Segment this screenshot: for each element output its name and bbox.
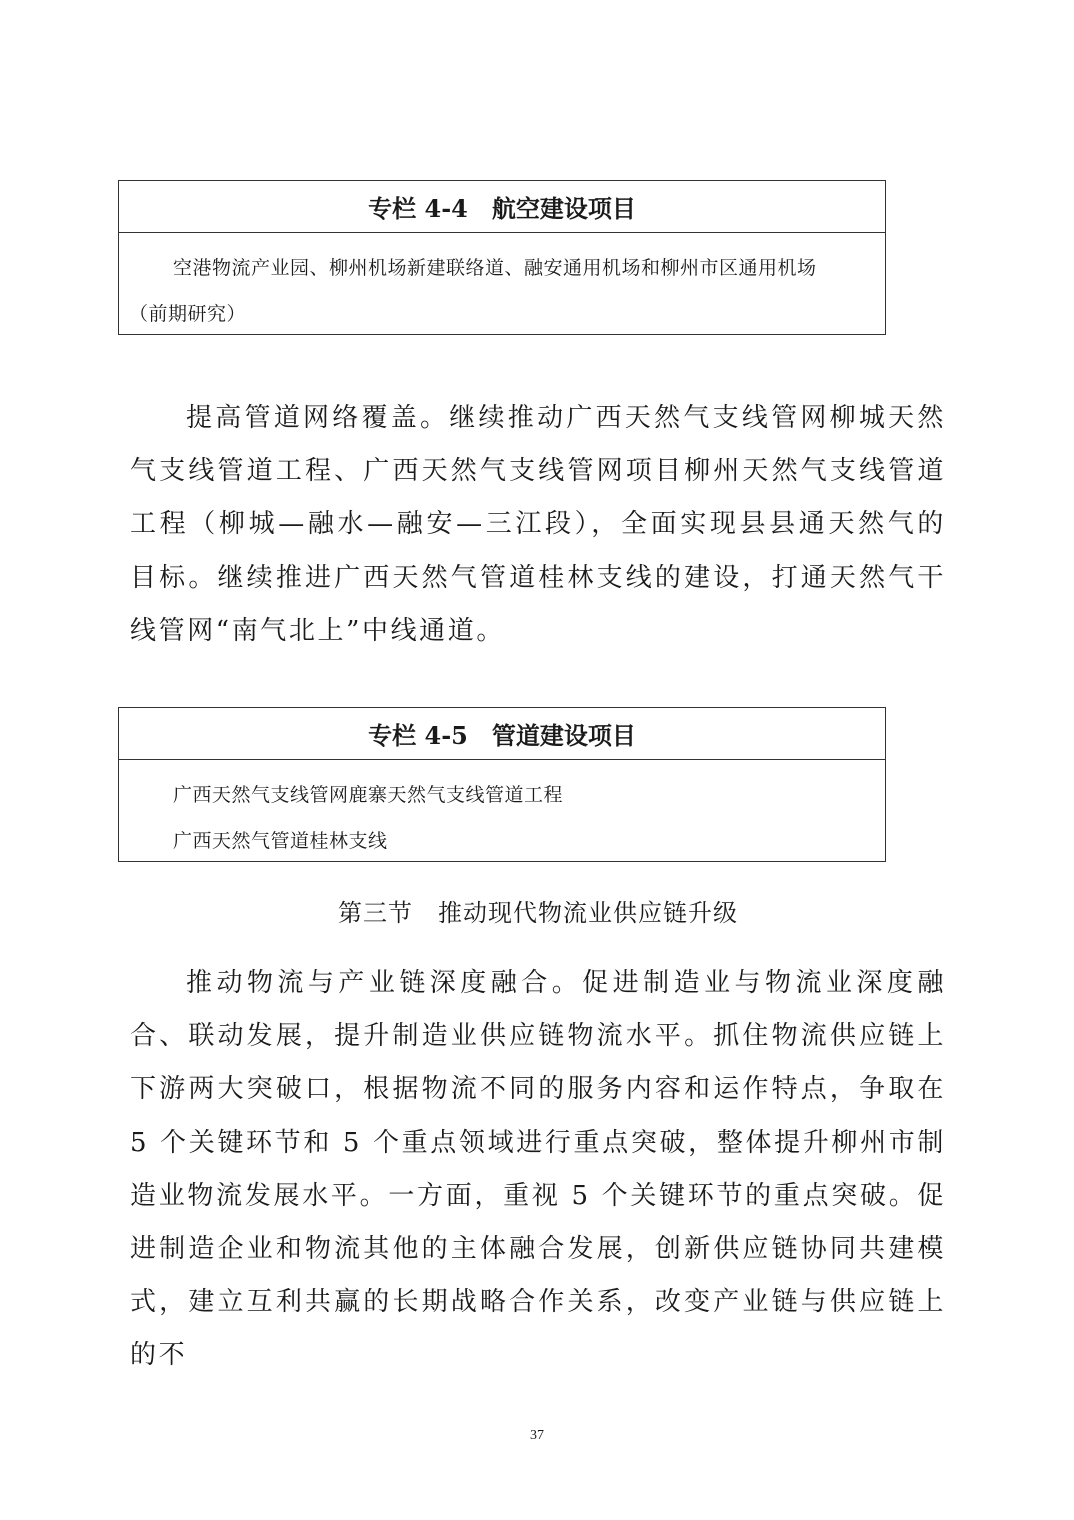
paragraph-logistics-integration: 推动物流与产业链深度融合。促进制造业与物流业深度融合、联动发展，提升制造业供应链物流水平。抓住物流供应链上下游两大突破口，根据物流不同的服务内容和运作特点，争取在 5 个关键环节和 5 个重点领域进行重点突破，整体提升柳州市制造业物流发展水平。一方面，重视 5 个关键环节的重点突破。促进制造企业和物流其他的主体融合发展，创新供应链协同共建模式，建立互利共赢的长期战略合作关系，改变产业链与供应链上的不 <box>130 968 946 1371</box>
column-body <box>119 233 885 343</box>
column-line: 广西天然气支线管网鹿寨天然气支线管道工程 <box>173 784 564 806</box>
paragraph-pipeline-coverage: 提高管道网络覆盖。继续推动广西天然气支线管网柳城天然气支线管道工程、广西天然气支线管网项目柳州天然气支线管道工程（柳城—融水—融安—三江段），全面实现县县通天然气的目标。继续推进广西天然气管道桂林支线的建设，打通天然气干线管网“南气北上”中线通道。 <box>130 403 946 646</box>
column-line: （前期研究） <box>129 303 247 325</box>
column-line: 广西天然气管道桂林支线 <box>173 830 388 852</box>
column-title: 专栏 4-4 航空建设项目 <box>119 181 885 233</box>
special-column-4-4 <box>118 180 886 335</box>
special-column-4-5 <box>118 707 886 862</box>
section-heading: 第三节 推动现代物流业供应链升级 <box>338 899 738 927</box>
column-title: 专栏 4-5 管道建设项目 <box>119 708 885 760</box>
page-number: 37 <box>530 1428 544 1443</box>
column-body <box>119 760 885 870</box>
column-line: 空港物流产业园、柳州机场新建联络道、融安通用机场和柳州市区通用机场 <box>173 257 817 279</box>
